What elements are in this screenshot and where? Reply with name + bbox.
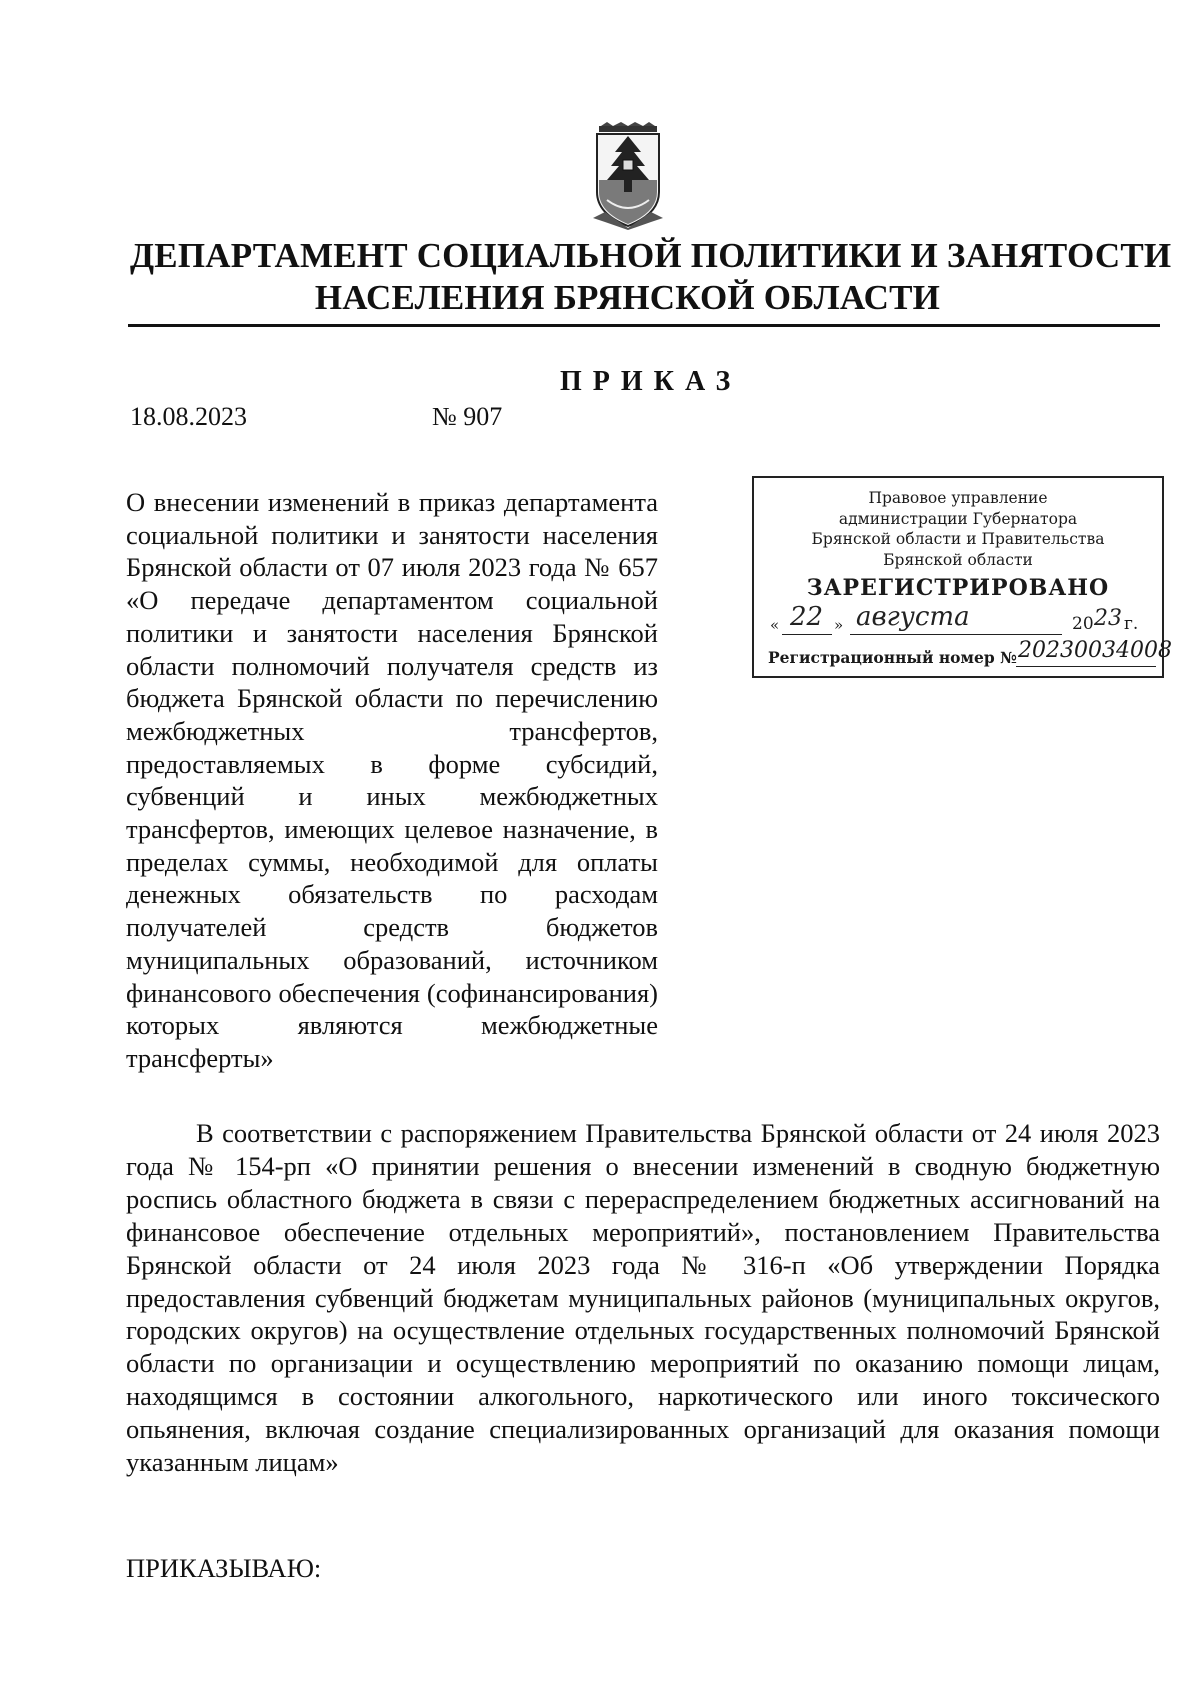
department-title [130,235,1172,319]
department-title-line1: ДЕПАРТАМЕНТ СОЦИАЛЬНОЙ ПОЛИТИКИ И ЗАНЯТОСТИ [130,236,1172,275]
stamp-regno-handwritten: 20230034008 [1018,638,1172,663]
stamp-org-line2: администрации Губернатора [838,509,1078,528]
order-subject: О внесении изменений в приказ департамента социальной политики и занятости населения Брянской области от 07 июля 2023 года № 657 «О передаче департаментом социальной политики и занятости населения Брянской области полномочий получателя средств из бюджета Брянской области по перечислению межбюджетных трансфертов, предоставляемых в форме субсидий, субвенций и иных межбюджетных трансфертов, имеющих целевое назначение, в пределах суммы, необходимой для оплаты денежных обязательств по расходам получателей средств бюджетов муниципальных образований, источником финансового обеспечения (софинансирования) которых являются межбюджетные трансферты» [126,487,658,1073]
department-title-line2: НАСЕЛЕНИЯ БРЯНСКОЙ ОБЛАСТИ [314,278,941,317]
stamp-org-line4: Брянской области [883,550,1033,569]
stamp-year-prefix: 20 [1072,614,1094,634]
order-directive: ПРИКАЗЫВАЮ: [126,1553,322,1583]
order-number: № 907 [432,402,503,431]
stamp-month-underline [850,634,1062,635]
stamp-regno-underline [1016,666,1156,667]
stamp-quote-open: « [770,616,780,634]
order-heading: ПРИКАЗ [560,366,742,397]
stamp-regno-label: Регистрационный номер № [768,648,1017,667]
registration-stamp [752,476,1172,678]
stamp-year-handwritten: 23 [1094,606,1122,631]
stamp-day-handwritten: 22 [790,602,824,632]
stamp-registered-label: ЗАРЕГИСТРИРОВАНО [806,575,1110,601]
stamp-date-row [754,604,1162,640]
bryansk-coat-of-arms-icon [593,122,663,230]
order-preamble: В соответствии с распоряжением Правительства Брянской области от 24 июля 2023 года № 154-рп «О принятии решения о внесении изменений в сводную бюджетную роспись областного бюджета в связи с перераспределением бюджетных ассигнований на финансовое обеспечение отдельных мероприятий», постановлением Правительства Брянской области от 24 июля 2023 года № 316-п «Об утверждении Порядка предоставления субвенций бюджетам муниципальных районов (муниципальных округов, городских округов) на осуществление отдельных государственных полномочий Брянской области по организации и осуществлению мероприятий по оказанию помощи лицам, находящимся в состоянии алкогольного, наркотического или иного токсического опьянения, включая создание специализированных организаций для оказания помощи указанным лицам» [126,1118,1160,1478]
stamp-org-line1: Правовое управление [868,489,1048,507]
stamp-regno-row [754,638,1172,670]
stamp-year-unit: г. [1124,614,1139,634]
header-divider [128,324,1160,327]
order-date: 18.08.2023 [130,402,247,431]
stamp-org-line3: Брянской области и Правительства [811,530,1105,548]
stamp-month-handwritten: августа [856,602,970,632]
stamp-quote-close: » [834,616,844,634]
stamp-day-underline [782,634,832,635]
